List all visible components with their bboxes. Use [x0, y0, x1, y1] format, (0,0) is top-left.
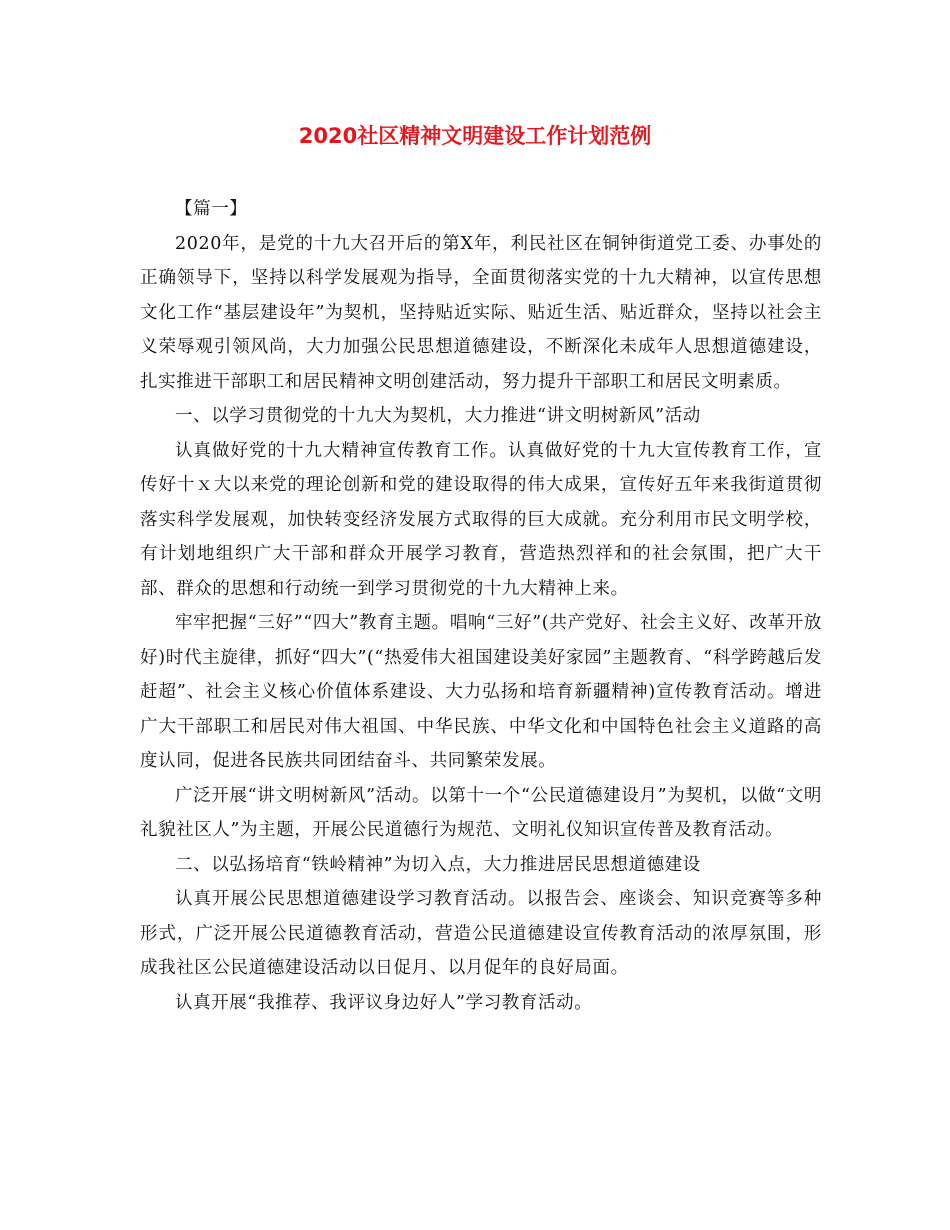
- paragraph-study-education: 认真做好党的十九大精神宣传教育工作。认真做好党的十九大宣传教育工作，宣传好十ｘ大以来党的理论创新和党的建设取得的伟大成果，宣传好五年来我街道贯彻落实科学发展观，加快转变经济发展方式取得的巨大成就。充分利用市民文明学校，有计划地组织广大干部和群众开展学习教育，营造热烈祥和的社会氛围，把广大干部、群众的思想和行动统一到学习贯彻党的十九大精神上来。: [140, 440, 822, 599]
- paragraph-moral-education: 认真开展公民思想道德建设学习教育活动。以报告会、座谈会、知识竞赛等多种形式，广泛开展公民道德教育活动，营造公民道德建设宣传教育活动的浓厚氛围，形成我社区公民道德建设活动以日促月、以月促年的良好局面。: [140, 889, 822, 978]
- paragraph-education-themes: 牢牢把握“三好”“四大”教育主题。唱响“三好”(共产党好、社会主义好、改革开放好)时代主旋律，抓好“四大”(“热爱伟大祖国建设美好家园”主题教育、“科学跨越后发赶超”、社会主义核心价值体系建设、大力弘扬和培育新疆精神)宣传教育活动。增进广大干部职工和居民对伟大祖国、中华民族、中华文化和中国特色社会主义道路的高度认同，促进各民族共同团结奋斗、共同繁荣发展。: [140, 613, 822, 771]
- paragraph-civility-campaign: 广泛开展“讲文明树新风”活动。以第十一个“公民道德建设月”为契机，以做“文明礼貌社区人”为主题，开展公民道德行为规范、文明礼仪知识宣传普及教育活动。: [140, 785, 822, 840]
- paragraph-good-people: 认真开展“我推荐、我评议身边好人”学习教育活动。: [175, 992, 593, 1013]
- paragraph-intro: 2020年，是党的十九大召开后的第X年，利民社区在铜钟街道党工委、办事处的正确领导下，坚持以科学发展观为指导，全面贯彻落实党的十九大精神，以宣传思想文化工作“基层建设年”为契机，坚持贴近实际、贴近生活、贴近群众，坚持以社会主义荣辱观引领风尚，大力加强公民思想道德建设，不断深化未成年人思想道德建设，扎实推进干部职工和居民精神文明创建活动，努力提升干部职工和居民文明素质。: [140, 233, 822, 392]
- section-heading-one: 一、以学习贯彻党的十九大为契机，大力推进“讲文明树新风”活动: [175, 406, 701, 426]
- section-heading-part-one: 【篇一】: [175, 199, 248, 219]
- document-title: 2020社区精神文明建设工作计划范例: [298, 124, 652, 148]
- section-heading-two: 二、以弘扬培育“铁岭精神”为切入点，大力推进居民思想道德建设: [175, 854, 701, 875]
- document-body: [140, 192, 822, 1020]
